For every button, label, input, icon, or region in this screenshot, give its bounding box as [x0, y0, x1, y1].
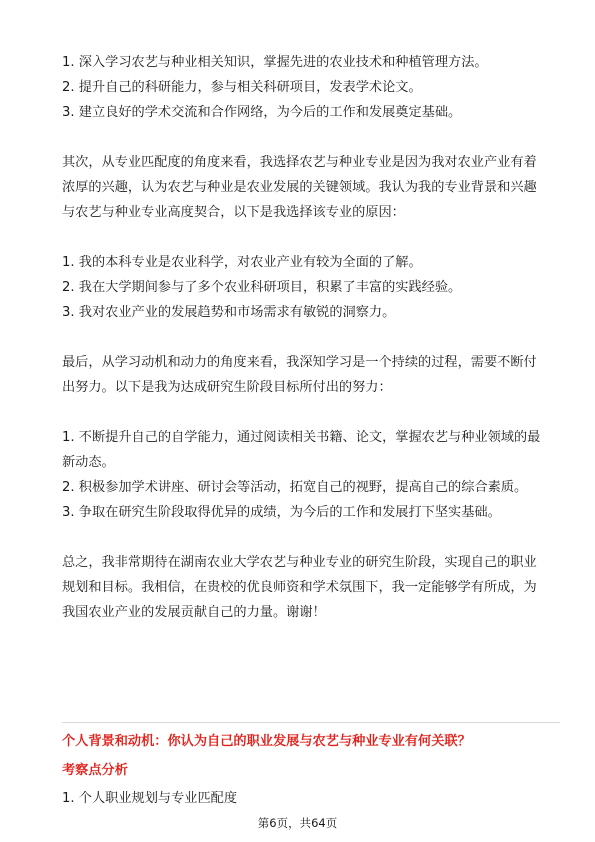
section-divider [62, 722, 560, 723]
body-text [62, 50, 562, 625]
list-item: 1. 深入学习农艺与种业相关知识，掌握先进的农业技术和种植管理方法。 [62, 55, 488, 70]
paragraph-line: 我国农业产业的发展贡献自己的力量。谢谢！ [62, 605, 326, 620]
paragraph-line: 其次，从专业匹配度的角度来看，我选择农艺与种业专业是因为我对农业产业有着 [62, 155, 537, 170]
paragraph-line: 总之，我非常期待在湖南农业大学农艺与种业专业的研究生阶段，实现自己的职业 [62, 555, 537, 570]
paragraph-line: 与农艺与种业专业高度契合，以下是我选择该专业的原因： [62, 205, 405, 220]
list-item: 2. 积极参加学术讲座、研讨会等活动，拓宽自己的视野，提高自己的综合素质。 [62, 480, 528, 495]
page-footer: 第6页，共64页 [257, 816, 338, 830]
list-item: 2. 我在大学期间参与了多个农业科研项目，积累了丰富的实践经验。 [62, 280, 462, 295]
question-heading: 个人背景和动机：你认为自己的职业发展与农艺与种业专业有何关联？ [62, 734, 471, 749]
list-item: 1. 我的本科专业是农业科学，对农业产业有较为全面的了解。 [62, 255, 422, 270]
list-item: 1. 不断提升自己的自学能力，通过阅读相关书籍、论文，掌握农艺与种业领域的最 [62, 430, 541, 445]
analysis-heading: 考察点分析 [62, 763, 128, 778]
paragraph-line: 最后，从学习动机和动力的角度来看，我深知学习是一个持续的过程，需要不断付 [62, 355, 537, 370]
list-item: 新动态。 [62, 455, 115, 470]
list-item: 3. 争取在研究生阶段取得优异的成绩，为今后的工作和发展打下坚实基础。 [62, 505, 501, 520]
list-item: 2. 提升自己的科研能力，参与相关科研项目，发表学术论文。 [62, 80, 422, 95]
list-item: 3. 建立良好的学术交流和合作网络，为今后的工作和发展奠定基础。 [62, 105, 462, 120]
analysis-item: 1. 个人职业规划与专业匹配度 [62, 791, 238, 806]
paragraph-line: 出努力。以下是我为达成研究生阶段目标所付出的努力： [62, 380, 392, 395]
paragraph-line: 浓厚的兴趣，认为农艺与种业是农业发展的关键领域。我认为我的专业背景和兴趣 [62, 180, 537, 195]
paragraph-line: 规划和目标。我相信，在贵校的优良师资和学术氛围下，我一定能够学有所成，为 [62, 580, 537, 595]
list-item: 3. 我对农业产业的发展趋势和市场需求有敏锐的洞察力。 [62, 305, 396, 320]
